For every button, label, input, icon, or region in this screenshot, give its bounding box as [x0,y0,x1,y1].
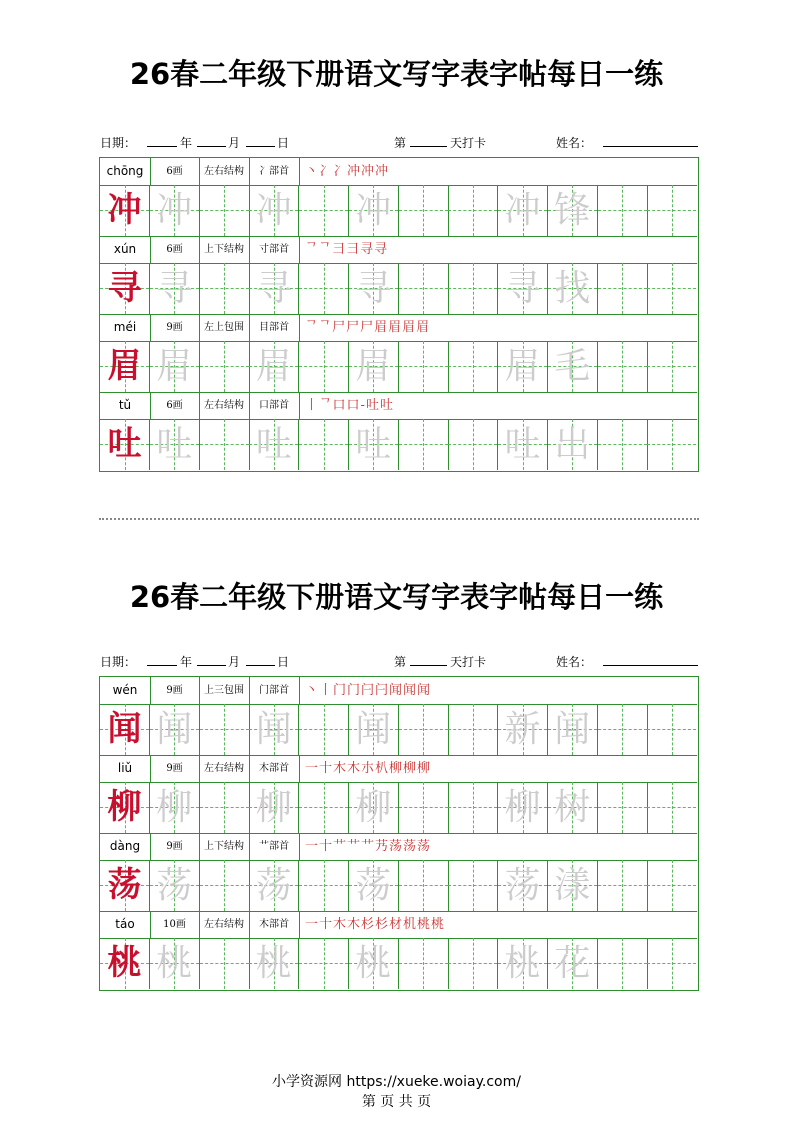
practice-sheet [99,157,699,472]
footer-page: 第 页 共 页 [361,1094,432,1110]
main-char: 柳 [107,787,142,827]
stroke-count: 6画 [150,158,200,185]
tian-grid-cell[interactable] [349,263,399,314]
trace-char: 寻 [355,268,392,309]
stroke-count: 9画 [150,677,200,704]
tian-grid-cell[interactable] [100,938,150,989]
word-char: 吐 [504,424,541,465]
tian-grid-cell[interactable] [349,185,399,236]
tian-grid-cell[interactable] [548,704,598,755]
tian-grid-cell[interactable] [448,782,498,833]
tian-grid-cell[interactable] [498,938,548,989]
tian-grid-cell[interactable] [647,938,697,989]
blank-line[interactable] [147,653,177,666]
tian-grid-cell[interactable] [448,704,498,755]
tian-grid-cell[interactable] [498,341,548,392]
tian-grid-cell[interactable] [448,938,498,989]
structure: 左右结构 [199,392,250,419]
word-char: 花 [554,943,591,984]
writing-row [100,185,697,237]
pinyin: táo [100,911,151,938]
radical: 木部首 [249,755,300,782]
structure: 上下结构 [199,833,250,860]
radical: 口部首 [249,392,300,419]
tian-grid-cell[interactable] [200,704,250,755]
tian-grid-cell[interactable] [100,263,150,314]
tian-grid-cell[interactable] [548,263,598,314]
word-char: 荡 [504,865,541,906]
tian-grid-cell[interactable] [349,419,399,470]
pinyin: xún [100,236,151,263]
footer-site: 小学资源网 https://xueke.woiay.com/ [272,1074,521,1090]
tian-grid-cell[interactable] [150,263,200,314]
tian-grid-cell[interactable] [299,704,349,755]
tian-grid-cell[interactable] [548,185,598,236]
pinyin: chōng [100,158,151,185]
tian-grid-cell[interactable] [349,860,399,911]
tian-grid-cell[interactable] [448,263,498,314]
pinyin: dàng [100,833,151,860]
date-label: 日期： [100,655,137,669]
trace-char: 桃 [255,943,292,984]
tian-grid-cell[interactable] [399,938,449,989]
tian-grid-cell[interactable] [647,860,697,911]
structure: 左上包围 [199,314,250,341]
writing-row [100,938,697,989]
stroke-order: 一十艹艹艹艿荡荡荡 [305,839,432,854]
pinyin: wén [100,677,151,704]
info-line [100,653,700,671]
char-info-row [100,911,697,939]
tian-grid-cell[interactable] [249,419,299,470]
tian-grid-cell[interactable] [598,704,648,755]
word-char: 毛 [554,346,591,387]
tian-grid-cell[interactable] [150,704,200,755]
blank-line[interactable] [603,653,698,666]
trace-char: 冲 [156,190,193,231]
trace-char: 吐 [156,424,193,465]
tian-grid-cell[interactable] [200,341,250,392]
trace-char: 桃 [156,943,193,984]
blank-line[interactable] [410,134,447,147]
tian-grid-cell[interactable] [498,263,548,314]
trace-char: 闻 [255,709,292,750]
trace-char: 眉 [156,346,193,387]
tian-grid-cell[interactable] [249,263,299,314]
tian-grid-cell[interactable] [598,419,648,470]
tian-grid-cell[interactable] [548,860,598,911]
tian-grid-cell[interactable] [200,185,250,236]
name-label: 姓名： [556,136,593,150]
tian-grid-cell[interactable] [349,704,399,755]
tian-grid-cell[interactable] [100,704,150,755]
main-char: 吐 [107,424,142,464]
year-label: 年 [180,136,193,150]
stroke-count: 9画 [150,314,200,341]
trace-char: 桃 [355,943,392,984]
tian-grid-cell[interactable] [448,860,498,911]
tian-grid-cell[interactable] [399,341,449,392]
cut-line-divider [99,518,699,520]
stroke-order: ᄀᄀ尸尸尸眉眉眉眉 [305,320,431,335]
day-label: 日 [277,655,290,669]
char-info-row [100,392,697,420]
word-char: 闻 [554,709,591,750]
tian-grid-cell[interactable] [548,341,598,392]
punch-suffix: 天打卡 [450,655,487,669]
char-info-row [100,677,697,705]
page-title: 26春二年级下册语文写字表字帖每日一练 [129,57,664,91]
radical: 门部首 [249,677,300,704]
tian-grid-cell[interactable] [200,419,250,470]
tian-grid-cell[interactable] [150,419,200,470]
writing-row [100,341,697,393]
tian-grid-cell[interactable] [548,938,598,989]
word-char: 柳 [504,787,541,828]
pinyin: tǔ [100,392,151,419]
info-line [100,134,700,152]
main-char: 荡 [107,865,142,905]
stroke-order: ᄀᄀ彐彐寻寻 [305,242,389,257]
tian-grid-cell[interactable] [299,263,349,314]
trace-char: 冲 [355,190,392,231]
writing-row [100,782,697,834]
tian-grid-cell[interactable] [299,341,349,392]
trace-char: 闻 [156,709,193,750]
tian-grid-cell[interactable] [498,782,548,833]
char-info-row [100,158,697,186]
tian-grid-cell[interactable] [598,938,648,989]
tian-grid-cell[interactable] [448,419,498,470]
tian-grid-cell[interactable] [498,419,548,470]
tian-grid-cell[interactable] [150,938,200,989]
stroke-count: 9画 [150,755,200,782]
trace-char: 荡 [156,865,193,906]
char-info-row [100,236,697,264]
punch-prefix: 第 [394,655,407,669]
trace-char: 吐 [355,424,392,465]
punch-prefix: 第 [394,136,407,150]
stroke-order: 丶冫冫冲冲冲 [305,164,390,179]
trace-char: 荡 [355,865,392,906]
main-char: 冲 [107,190,142,230]
tian-grid-cell[interactable] [200,263,250,314]
tian-grid-cell[interactable] [399,263,449,314]
tian-grid-cell[interactable] [299,419,349,470]
month-label: 月 [228,655,241,669]
tian-grid-cell[interactable] [150,782,200,833]
tian-grid-cell[interactable] [249,341,299,392]
stroke-order: 丨ᄀ口口-吐吐 [305,398,394,413]
tian-grid-cell[interactable] [299,782,349,833]
tian-grid-cell[interactable] [349,341,399,392]
radical: 目部首 [249,314,300,341]
tian-grid-cell[interactable] [548,782,598,833]
tian-grid-cell[interactable] [647,782,697,833]
page-title: 26春二年级下册语文写字表字帖每日一练 [129,580,664,614]
stroke-order: 丶丨门门闩闩闻闻闻 [305,683,432,698]
tian-grid-cell[interactable] [448,341,498,392]
word-char: 找 [554,268,591,309]
tian-grid-cell[interactable] [349,782,399,833]
tian-grid-cell[interactable] [647,341,697,392]
tian-grid-cell[interactable] [249,704,299,755]
word-char: 出 [554,424,591,465]
main-char: 闻 [107,709,142,749]
tian-grid-cell[interactable] [249,860,299,911]
tian-grid-cell[interactable] [598,860,648,911]
trace-char: 寻 [156,268,193,309]
trace-char: 吐 [255,424,292,465]
day-label: 日 [277,136,290,150]
trace-char: 柳 [156,787,193,828]
main-char: 寻 [107,268,142,308]
blank-line[interactable] [197,653,226,666]
blank-line[interactable] [246,653,275,666]
tian-grid-cell[interactable] [448,185,498,236]
tian-grid-cell[interactable] [150,860,200,911]
tian-grid-cell[interactable] [647,185,697,236]
trace-char: 柳 [255,787,292,828]
writing-row [100,860,697,912]
tian-grid-cell[interactable] [598,341,648,392]
tian-grid-cell[interactable] [647,419,697,470]
trace-char: 闻 [355,709,392,750]
tian-grid-cell[interactable] [100,419,150,470]
tian-grid-cell[interactable] [498,860,548,911]
tian-grid-cell[interactable] [498,704,548,755]
structure: 上下结构 [199,236,250,263]
stroke-count: 10画 [150,911,200,938]
tian-grid-cell[interactable] [349,938,399,989]
blank-line[interactable] [246,134,275,147]
name-label: 姓名： [556,655,593,669]
trace-char: 冲 [255,190,292,231]
stroke-order: 一十木木杉杉材机桃桃 [305,917,446,932]
tian-grid-cell[interactable] [100,185,150,236]
structure: 左右结构 [199,911,250,938]
radical: 寸部首 [249,236,300,263]
trace-char: 眉 [355,346,392,387]
date-label: 日期： [100,136,137,150]
tian-grid-cell[interactable] [100,782,150,833]
tian-grid-cell[interactable] [150,185,200,236]
word-char: 眉 [504,346,541,387]
writing-row [100,419,697,470]
month-label: 月 [228,136,241,150]
structure: 左右结构 [199,755,250,782]
stroke-order: 一十木木朩朳柳柳柳 [305,761,432,776]
trace-char: 眉 [255,346,292,387]
tian-grid-cell[interactable] [399,860,449,911]
tian-grid-cell[interactable] [100,860,150,911]
writing-row [100,704,697,756]
radical: 艹部首 [249,833,300,860]
word-char: 寻 [504,268,541,309]
tian-grid-cell[interactable] [150,341,200,392]
tian-grid-cell[interactable] [548,419,598,470]
word-char: 桃 [504,943,541,984]
stroke-count: 6画 [150,392,200,419]
radical: 木部首 [249,911,300,938]
word-char: 冲 [504,190,541,231]
tian-grid-cell[interactable] [647,263,697,314]
year-label: 年 [180,655,193,669]
tian-grid-cell[interactable] [249,782,299,833]
stroke-count: 9画 [150,833,200,860]
main-char: 眉 [107,346,142,386]
trace-char: 寻 [255,268,292,309]
char-info-row [100,755,697,783]
tian-grid-cell[interactable] [498,185,548,236]
tian-grid-cell[interactable] [299,185,349,236]
word-char: 树 [554,787,591,828]
word-char: 锋 [554,190,591,231]
punch-suffix: 天打卡 [450,136,487,150]
tian-grid-cell[interactable] [200,938,250,989]
tian-grid-cell[interactable] [299,860,349,911]
blank-line[interactable] [603,134,698,147]
tian-grid-cell[interactable] [399,185,449,236]
blank-line[interactable] [147,134,177,147]
tian-grid-cell[interactable] [399,704,449,755]
trace-char: 柳 [355,787,392,828]
tian-grid-cell[interactable] [399,419,449,470]
tian-grid-cell[interactable] [200,782,250,833]
tian-grid-cell[interactable] [598,263,648,314]
char-info-row [100,314,697,342]
word-char: 漾 [554,865,591,906]
word-char: 新 [504,709,541,750]
tian-grid-cell[interactable] [200,860,250,911]
pinyin: liǔ [100,755,151,782]
tian-grid-cell[interactable] [598,185,648,236]
blank-line[interactable] [197,134,226,147]
blank-line[interactable] [410,653,447,666]
tian-grid-cell[interactable] [100,341,150,392]
structure: 左右结构 [199,158,250,185]
radical: 冫部首 [249,158,300,185]
tian-grid-cell[interactable] [399,782,449,833]
main-char: 桃 [107,943,142,983]
pinyin: méi [100,314,151,341]
tian-grid-cell[interactable] [647,704,697,755]
char-info-row [100,833,697,861]
writing-row [100,263,697,315]
tian-grid-cell[interactable] [598,782,648,833]
stroke-count: 6画 [150,236,200,263]
tian-grid-cell[interactable] [249,185,299,236]
tian-grid-cell[interactable] [299,938,349,989]
trace-char: 荡 [255,865,292,906]
practice-sheet [99,676,699,991]
tian-grid-cell[interactable] [249,938,299,989]
structure: 上三包围 [199,677,250,704]
